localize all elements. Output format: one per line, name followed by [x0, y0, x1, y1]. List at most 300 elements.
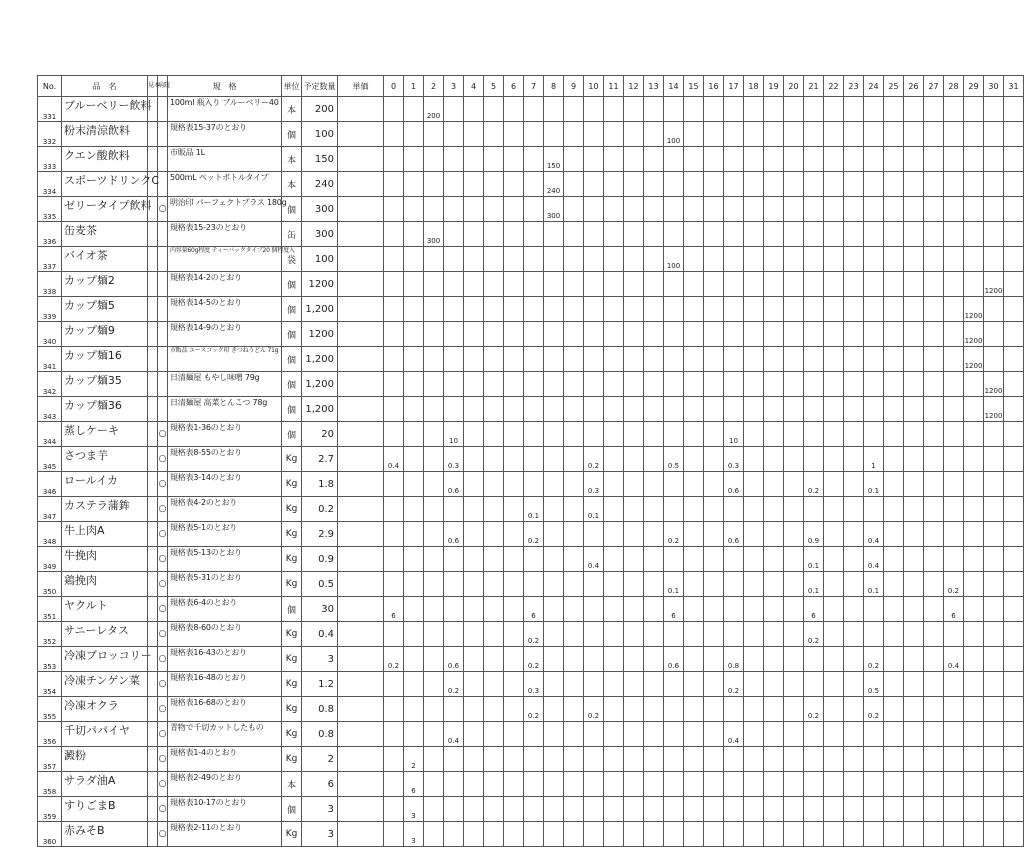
day-cell-12: [624, 522, 644, 547]
day-cell-7: [524, 172, 544, 197]
day-cell-22: [824, 547, 844, 572]
day-cell-16: [704, 222, 724, 247]
day-cell-31: [1004, 322, 1024, 347]
item-unit: 缶: [282, 222, 302, 247]
day-cell-17: [724, 197, 744, 222]
sample-flag: [148, 122, 158, 147]
day-cell-23: [844, 397, 864, 422]
day-cell-11: [604, 472, 624, 497]
day-cell-8: [544, 347, 564, 372]
header-day-13: 13: [644, 76, 664, 97]
day-cell-26: [904, 322, 924, 347]
day-cell-30: [984, 572, 1004, 597]
day-cell-20: [784, 147, 804, 172]
day-cell-28: [944, 297, 964, 322]
item-qty: 1,200: [302, 347, 338, 372]
day-cell-27: [924, 122, 944, 147]
day-cell-20: [784, 397, 804, 422]
header-day-18: 18: [744, 76, 764, 97]
day-cell-1: [404, 347, 424, 372]
hospital-flag: ○: [158, 822, 168, 847]
day-cell-14: [664, 722, 684, 747]
day-cell-20: [784, 497, 804, 522]
day-cell-10: [584, 197, 604, 222]
day-cell-30: 1200: [984, 272, 1004, 297]
day-cell-2: [424, 797, 444, 822]
day-cell-11: [604, 672, 624, 697]
day-cell-16: [704, 672, 724, 697]
day-cell-17: [724, 697, 744, 722]
day-cell-25: [884, 97, 904, 122]
table-row: [38, 572, 1024, 597]
day-cell-29: [964, 747, 984, 772]
item-qty: 0.2: [302, 497, 338, 522]
day-cell-19: [764, 172, 784, 197]
day-cell-6: [504, 497, 524, 522]
header-hospital-label: 病院: [158, 82, 171, 89]
day-cell-23: [844, 822, 864, 847]
day-cell-31: [1004, 347, 1024, 372]
item-number: 352: [38, 622, 62, 647]
day-cell-23: [844, 322, 864, 347]
day-cell-26: [904, 222, 924, 247]
day-cell-28: 6: [944, 597, 964, 622]
day-cell-5: [484, 672, 504, 697]
day-cell-17: [724, 347, 744, 372]
day-cell-17: 0.8: [724, 647, 744, 672]
item-unit: 本: [282, 147, 302, 172]
day-cell-16: [704, 122, 724, 147]
item-name: カップ麺9: [62, 322, 148, 347]
day-cell-14: [664, 347, 684, 372]
day-cell-9: [564, 547, 584, 572]
day-cell-0: [384, 822, 404, 847]
day-cell-21: [804, 672, 824, 697]
item-price: [338, 697, 384, 722]
header-day-6: 6: [504, 76, 524, 97]
day-cell-18: [744, 347, 764, 372]
day-cell-28: [944, 522, 964, 547]
item-price: [338, 272, 384, 297]
day-cell-13: [644, 247, 664, 272]
day-cell-16: [704, 522, 724, 547]
day-cell-1: [404, 647, 424, 672]
day-cell-20: [784, 547, 804, 572]
day-cell-28: [944, 722, 964, 747]
day-cell-5: [484, 222, 504, 247]
day-cell-5: [484, 722, 504, 747]
day-cell-16: [704, 547, 724, 572]
day-cell-7: [524, 422, 544, 447]
day-cell-2: [424, 447, 444, 472]
day-cell-15: [684, 122, 704, 147]
day-cell-28: [944, 672, 964, 697]
day-cell-5: [484, 772, 504, 797]
day-cell-23: [844, 272, 864, 297]
day-cell-21: 0.1: [804, 547, 824, 572]
sample-flag: [148, 447, 158, 472]
day-cell-26: [904, 797, 924, 822]
day-cell-5: [484, 647, 504, 672]
day-cell-25: [884, 447, 904, 472]
day-cell-20: [784, 272, 804, 297]
day-cell-31: [1004, 122, 1024, 147]
day-cell-26: [904, 172, 924, 197]
day-cell-23: [844, 622, 864, 647]
day-cell-8: [544, 672, 564, 697]
day-cell-15: [684, 347, 704, 372]
header-day-11: 11: [604, 76, 624, 97]
day-cell-3: [444, 97, 464, 122]
hospital-flag: ○: [158, 422, 168, 447]
item-unit: 本: [282, 172, 302, 197]
day-cell-25: [884, 347, 904, 372]
day-cell-30: [984, 422, 1004, 447]
item-spec: 規格表2-11のとおり: [168, 822, 282, 847]
day-cell-21: [804, 497, 824, 522]
item-name: すりごまB: [62, 797, 148, 822]
day-cell-20: [784, 522, 804, 547]
header-day-14: 14: [664, 76, 684, 97]
day-cell-21: 6: [804, 597, 824, 622]
day-cell-4: [464, 647, 484, 672]
day-cell-12: [624, 97, 644, 122]
day-cell-8: [544, 247, 564, 272]
item-qty: 0.9: [302, 547, 338, 572]
day-cell-4: [464, 422, 484, 447]
day-cell-29: [964, 497, 984, 522]
day-cell-13: [644, 97, 664, 122]
day-cell-14: [664, 797, 684, 822]
day-cell-16: [704, 397, 724, 422]
day-cell-30: [984, 222, 1004, 247]
day-cell-11: [604, 747, 624, 772]
day-cell-10: [584, 322, 604, 347]
item-qty: 3: [302, 797, 338, 822]
day-cell-8: [544, 122, 564, 147]
sample-flag: [148, 422, 158, 447]
day-cell-31: [1004, 97, 1024, 122]
day-cell-30: [984, 497, 1004, 522]
item-number: 341: [38, 347, 62, 372]
hospital-flag: [158, 272, 168, 297]
day-cell-18: [744, 672, 764, 697]
day-cell-4: [464, 297, 484, 322]
day-cell-2: [424, 322, 444, 347]
item-price: [338, 247, 384, 272]
day-cell-22: [824, 272, 844, 297]
day-cell-7: 6: [524, 597, 544, 622]
day-cell-20: [784, 697, 804, 722]
item-spec: 内容量60g程度 ティーバックタイプ20 個程度入: [168, 247, 282, 272]
item-name: カップ麺5: [62, 297, 148, 322]
day-cell-28: [944, 347, 964, 372]
day-cell-5: [484, 472, 504, 497]
day-cell-15: [684, 772, 704, 797]
day-cell-22: [824, 372, 844, 397]
day-cell-13: [644, 147, 664, 172]
day-cell-22: [824, 472, 844, 497]
item-name: 澱粉: [62, 747, 148, 772]
day-cell-18: [744, 272, 764, 297]
order-table: [37, 75, 1024, 847]
day-cell-13: [644, 297, 664, 322]
day-cell-18: [744, 247, 764, 272]
item-qty: 2.7: [302, 447, 338, 472]
day-cell-23: [844, 797, 864, 822]
day-cell-5: [484, 747, 504, 772]
item-name: クエン酸飲料: [62, 147, 148, 172]
day-cell-7: [524, 722, 544, 747]
sample-flag: [148, 497, 158, 522]
item-qty: 1.2: [302, 672, 338, 697]
day-cell-26: [904, 372, 924, 397]
hospital-flag: ○: [158, 772, 168, 797]
day-cell-2: [424, 397, 444, 422]
day-cell-2: [424, 722, 444, 747]
item-spec: 100ml 瓶入り ブルーベリー40: [168, 97, 282, 122]
day-cell-29: [964, 147, 984, 172]
day-cell-28: [944, 547, 964, 572]
item-name: カップ麺16: [62, 347, 148, 372]
item-price: [338, 622, 384, 647]
day-cell-11: [604, 147, 624, 172]
day-cell-23: [844, 747, 864, 772]
item-price: [338, 147, 384, 172]
day-cell-7: [524, 222, 544, 247]
day-cell-22: [824, 747, 844, 772]
day-cell-23: [844, 672, 864, 697]
day-cell-8: [544, 97, 564, 122]
day-cell-10: [584, 797, 604, 822]
day-cell-12: [624, 797, 644, 822]
header-day-16: 16: [704, 76, 724, 97]
day-cell-23: [844, 722, 864, 747]
day-cell-4: [464, 172, 484, 197]
day-cell-23: [844, 122, 864, 147]
day-cell-31: [1004, 672, 1024, 697]
day-cell-4: [464, 372, 484, 397]
day-cell-16: [704, 772, 724, 797]
day-cell-0: [384, 122, 404, 147]
day-cell-10: 0.3: [584, 472, 604, 497]
day-cell-6: [504, 147, 524, 172]
item-price: [338, 297, 384, 322]
day-cell-22: [824, 597, 844, 622]
day-cell-4: [464, 397, 484, 422]
day-cell-8: 150: [544, 147, 564, 172]
day-cell-24: [864, 222, 884, 247]
table-row: [38, 497, 1024, 522]
day-cell-21: [804, 147, 824, 172]
day-cell-11: [604, 522, 624, 547]
day-cell-0: [384, 372, 404, 397]
hospital-flag: [158, 347, 168, 372]
sample-flag: [148, 272, 158, 297]
day-cell-28: [944, 447, 964, 472]
day-cell-13: [644, 822, 664, 847]
item-spec: 市販品 エースコック印 きつねうどん 71g: [168, 347, 282, 372]
day-cell-25: [884, 647, 904, 672]
day-cell-27: [924, 747, 944, 772]
day-cell-30: [984, 322, 1004, 347]
item-qty: 3: [302, 822, 338, 847]
day-cell-29: [964, 422, 984, 447]
day-cell-29: 1200: [964, 322, 984, 347]
day-cell-0: [384, 247, 404, 272]
day-cell-10: [584, 772, 604, 797]
day-cell-29: [964, 797, 984, 822]
day-cell-6: [504, 122, 524, 147]
day-cell-26: [904, 547, 924, 572]
day-cell-16: [704, 272, 724, 297]
item-number: 337: [38, 247, 62, 272]
header-day-31: 31: [1004, 76, 1024, 97]
header-day-29: 29: [964, 76, 984, 97]
day-cell-28: 0.4: [944, 647, 964, 672]
hospital-flag: ○: [158, 522, 168, 547]
hospital-flag: ○: [158, 197, 168, 222]
day-cell-11: [604, 247, 624, 272]
day-cell-9: [564, 472, 584, 497]
day-cell-6: [504, 197, 524, 222]
hospital-flag: [158, 222, 168, 247]
item-spec: 規格表5-13のとおり: [168, 547, 282, 572]
day-cell-17: [724, 297, 744, 322]
item-price: [338, 322, 384, 347]
day-cell-7: [524, 447, 544, 472]
item-qty: 2.9: [302, 522, 338, 547]
item-number: 354: [38, 672, 62, 697]
day-cell-4: [464, 572, 484, 597]
day-cell-13: [644, 722, 664, 747]
day-cell-26: [904, 297, 924, 322]
day-cell-6: [504, 722, 524, 747]
header-sample: [148, 76, 161, 97]
day-cell-31: [1004, 522, 1024, 547]
item-price: [338, 122, 384, 147]
day-cell-9: [564, 672, 584, 697]
item-qty: 200: [302, 97, 338, 122]
day-cell-17: [724, 372, 744, 397]
day-cell-13: [644, 497, 664, 522]
day-cell-30: [984, 647, 1004, 672]
day-cell-15: [684, 622, 704, 647]
day-cell-11: [604, 322, 624, 347]
item-price: [338, 397, 384, 422]
day-cell-4: [464, 722, 484, 747]
day-cell-17: [724, 622, 744, 647]
day-cell-10: [584, 347, 604, 372]
day-cell-20: [784, 672, 804, 697]
day-cell-16: [704, 347, 724, 372]
day-cell-22: [824, 822, 844, 847]
day-cell-9: [564, 272, 584, 297]
day-cell-12: [624, 672, 644, 697]
day-cell-6: [504, 97, 524, 122]
day-cell-10: 0.2: [584, 697, 604, 722]
day-cell-3: [444, 547, 464, 572]
item-name: さつま芋: [62, 447, 148, 472]
day-cell-1: [404, 272, 424, 297]
day-cell-26: [904, 272, 924, 297]
day-cell-10: [584, 622, 604, 647]
day-cell-27: [924, 497, 944, 522]
day-cell-0: 6: [384, 597, 404, 622]
item-qty: 240: [302, 172, 338, 197]
day-cell-31: [1004, 172, 1024, 197]
day-cell-25: [884, 247, 904, 272]
day-cell-6: [504, 447, 524, 472]
header-day-2: 2: [424, 76, 444, 97]
day-cell-20: [784, 747, 804, 772]
day-cell-18: [744, 797, 764, 822]
item-number: 336: [38, 222, 62, 247]
day-cell-4: [464, 272, 484, 297]
table-row: [38, 547, 1024, 572]
day-cell-31: [1004, 797, 1024, 822]
hospital-flag: [158, 97, 168, 122]
day-cell-18: [744, 322, 764, 347]
day-cell-27: [924, 522, 944, 547]
item-unit: Kg: [282, 747, 302, 772]
day-cell-10: [584, 172, 604, 197]
day-cell-12: [624, 747, 644, 772]
day-cell-28: [944, 247, 964, 272]
day-cell-4: [464, 697, 484, 722]
day-cell-10: [584, 222, 604, 247]
day-cell-15: [684, 272, 704, 297]
day-cell-15: [684, 822, 704, 847]
day-cell-14: 0.2: [664, 522, 684, 547]
day-cell-11: [604, 222, 624, 247]
day-cell-14: 100: [664, 122, 684, 147]
sample-flag: [148, 747, 158, 772]
day-cell-25: [884, 197, 904, 222]
day-cell-29: [964, 672, 984, 697]
day-cell-11: [604, 722, 624, 747]
day-cell-24: 0.2: [864, 647, 884, 672]
day-cell-9: [564, 772, 584, 797]
day-cell-10: [584, 97, 604, 122]
day-cell-1: [404, 597, 424, 622]
day-cell-17: [724, 322, 744, 347]
day-cell-22: [824, 722, 844, 747]
day-cell-20: [784, 372, 804, 397]
day-cell-20: [784, 622, 804, 647]
day-cell-29: [964, 572, 984, 597]
day-cell-3: [444, 772, 464, 797]
day-cell-5: [484, 447, 504, 472]
day-cell-18: [744, 422, 764, 447]
day-cell-24: [864, 397, 884, 422]
day-cell-13: [644, 647, 664, 672]
day-cell-7: [524, 797, 544, 822]
table-row: [38, 522, 1024, 547]
day-cell-29: [964, 597, 984, 622]
day-cell-8: [544, 697, 564, 722]
day-cell-23: [844, 647, 864, 672]
day-cell-2: [424, 597, 444, 622]
item-number: 355: [38, 697, 62, 722]
day-cell-17: [724, 772, 744, 797]
day-cell-27: [924, 247, 944, 272]
table-row: [38, 247, 1024, 272]
day-cell-28: [944, 147, 964, 172]
header-day-30: 30: [984, 76, 1004, 97]
day-cell-4: [464, 122, 484, 147]
day-cell-17: [724, 147, 744, 172]
